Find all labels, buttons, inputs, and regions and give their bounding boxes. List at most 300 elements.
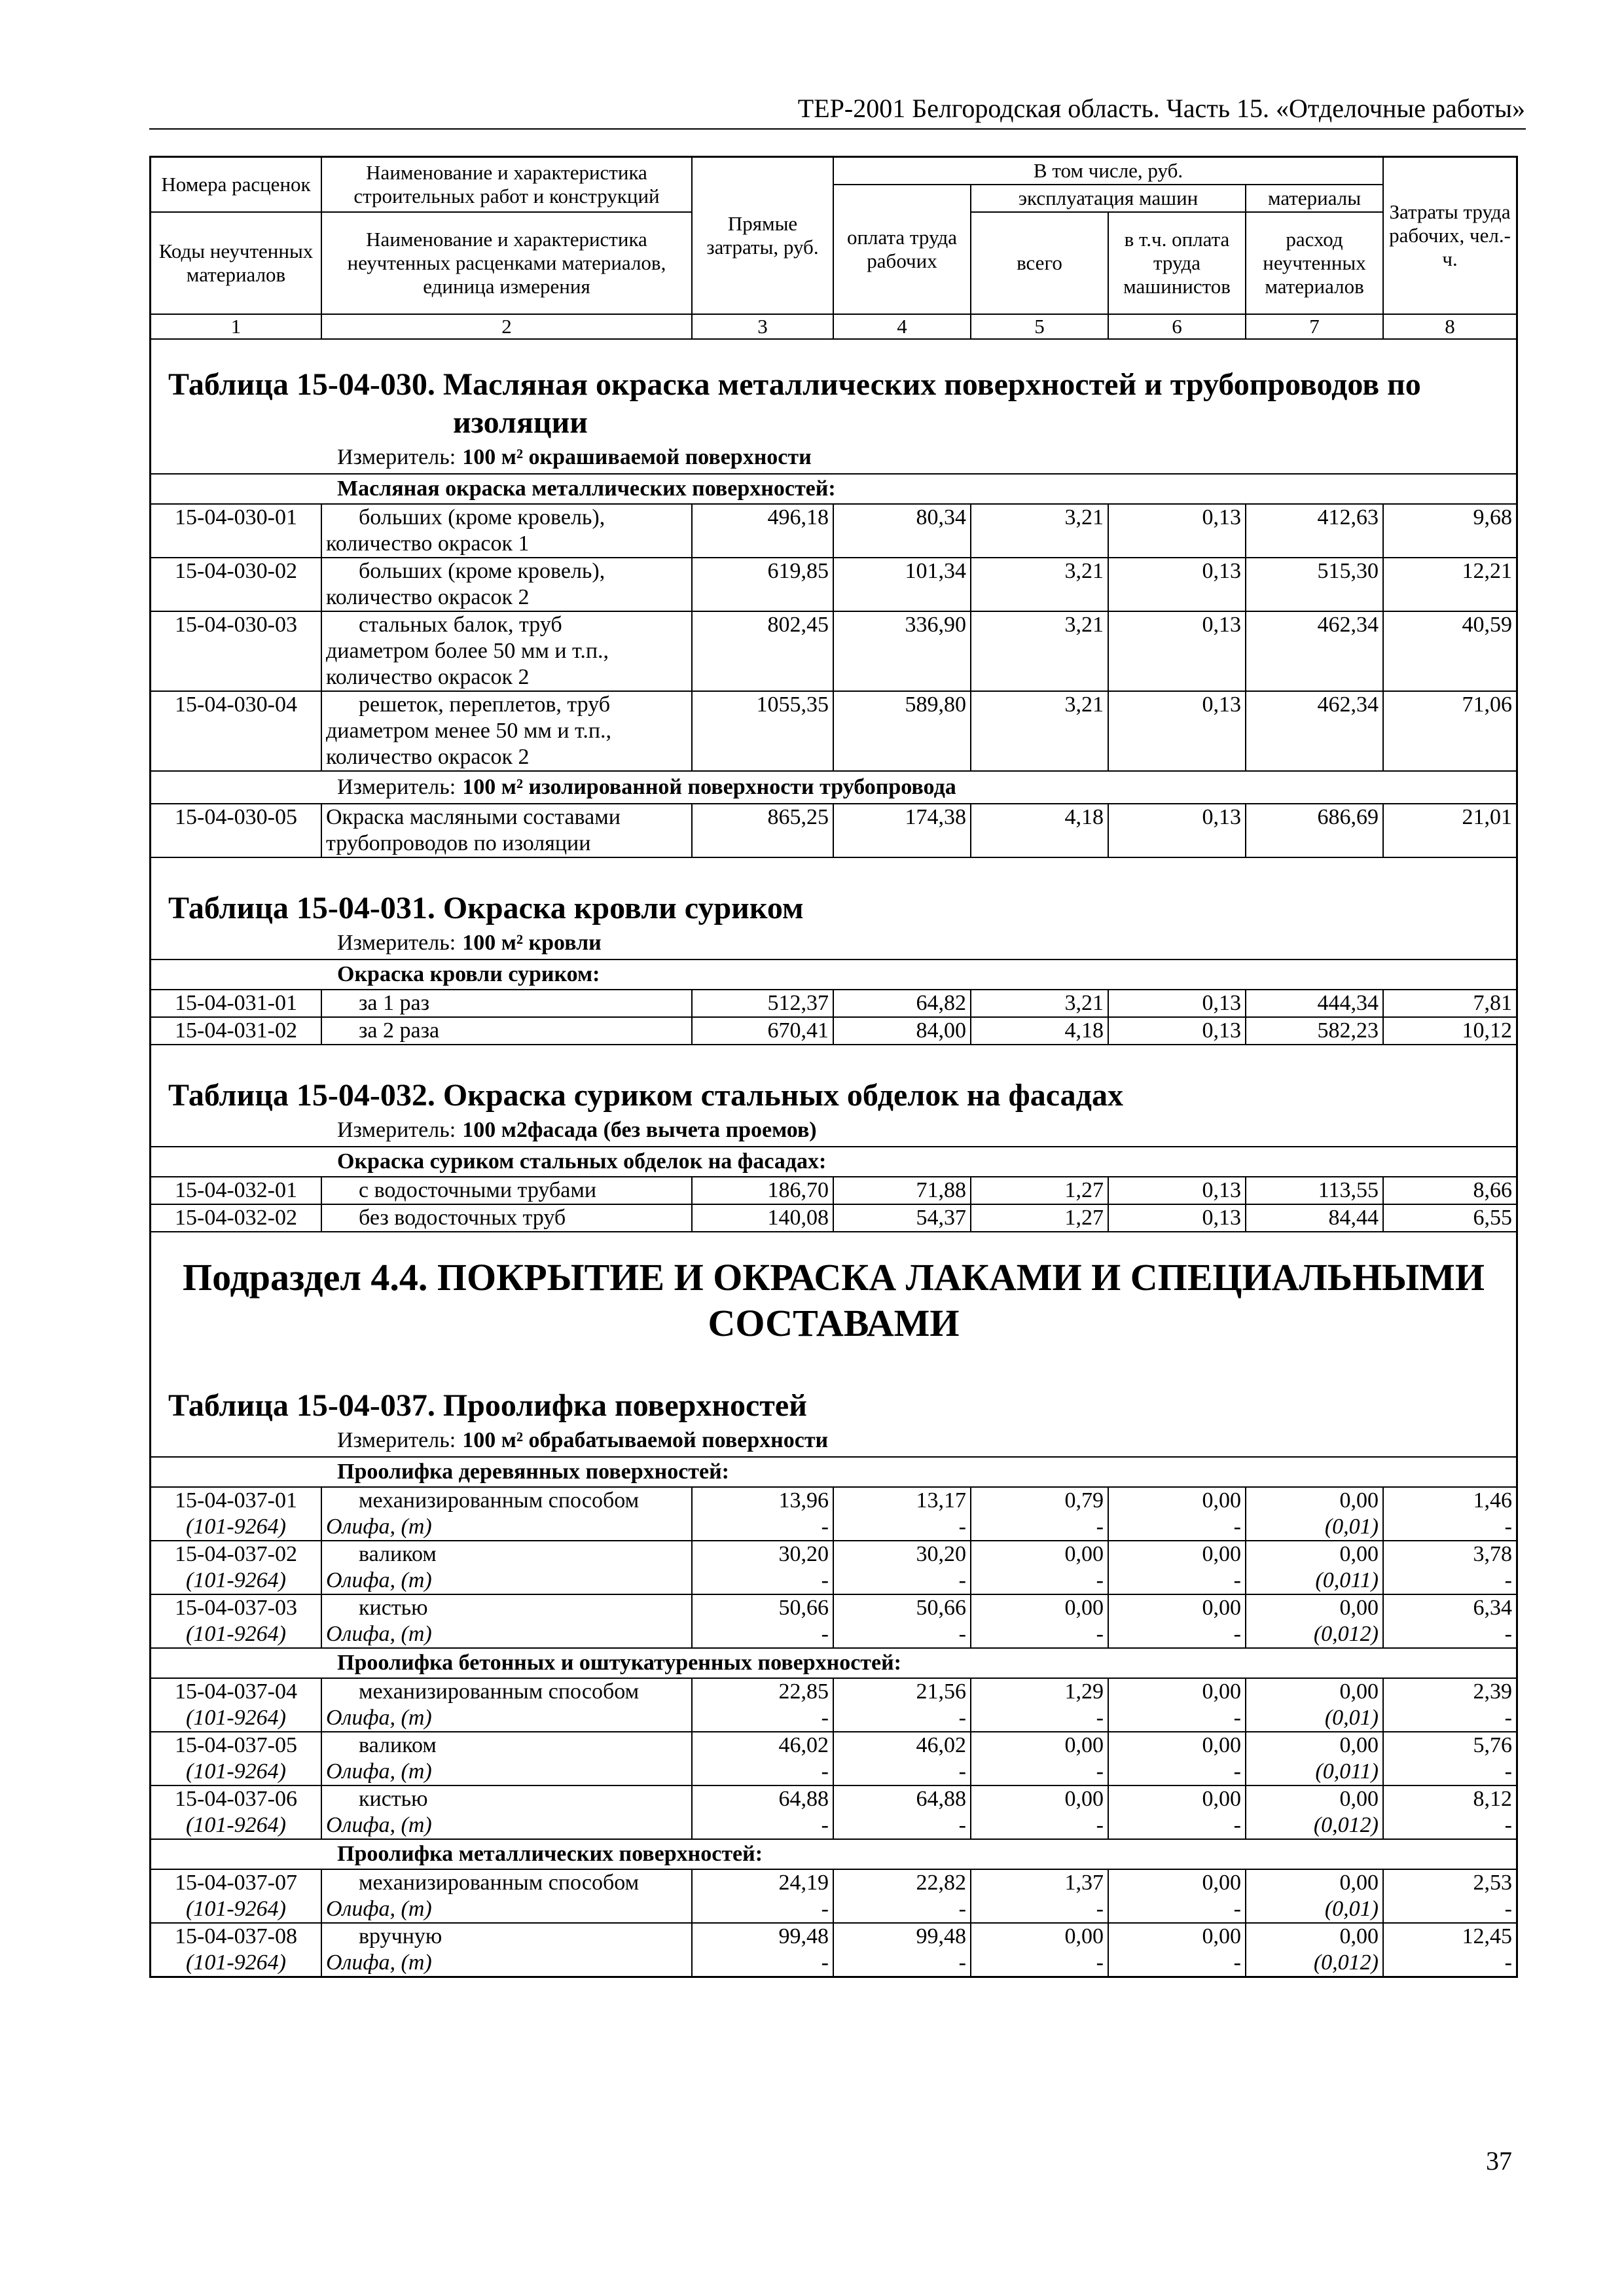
material-value: (0,012) [1313, 1621, 1379, 1646]
material-value: - [1096, 1621, 1104, 1646]
table-row [151, 1177, 1516, 1204]
subheading-030: Масляная окраска металлических поверхностей: [151, 473, 1516, 503]
col4-head: оплата труда рабочих [833, 185, 971, 314]
value: 0,00 [1202, 1870, 1241, 1895]
row-value: 3,21 [971, 611, 1108, 691]
row-value [1383, 1785, 1516, 1839]
row-name-line: кистью [359, 1786, 428, 1811]
row-code: 15-04-030-02 [175, 558, 297, 583]
value: 22,85 [778, 1679, 829, 1704]
value: 0,79 [1064, 1488, 1104, 1513]
row-value: 71,88 [833, 1177, 971, 1204]
material-value: - [1504, 1514, 1512, 1539]
row-value: 670,41 [692, 1017, 833, 1044]
table-030-row5 [151, 803, 1516, 857]
material-value: - [958, 1705, 966, 1730]
material-value: - [1233, 1812, 1241, 1837]
running-header: ТЕР-2001 Белгородская область. Часть 15. «Отделочные работы» [797, 94, 1525, 123]
row-value [833, 1678, 971, 1732]
value: 3,78 [1473, 1541, 1512, 1566]
table-032-rows [151, 1176, 1516, 1231]
table-row [151, 1541, 1516, 1594]
col-num: 3 [692, 314, 833, 339]
row-name-line: валиком [359, 1732, 437, 1757]
row-name-line: за 1 раз [359, 990, 430, 1015]
material-value: - [1096, 1514, 1104, 1539]
table-037-rows [151, 1486, 1516, 1647]
material-name: Олифа, (т) [326, 1896, 432, 1921]
row-value: 84,44 [1246, 1204, 1383, 1231]
value: 13,17 [916, 1488, 966, 1513]
row-name [321, 804, 692, 857]
row-code [151, 1541, 321, 1594]
material-value: (0,01) [1324, 1514, 1379, 1539]
value: 24,19 [778, 1870, 829, 1895]
row-code [151, 1923, 321, 1976]
row-name-line: больших (кроме кровель), [359, 558, 605, 583]
table-row [151, 504, 1516, 558]
table-031-title: Таблица 15-04-031. Окраска кровли суриком [168, 890, 804, 925]
row-value: 512,37 [692, 990, 833, 1017]
col3-head: Прямые затраты, руб. [692, 157, 833, 314]
col-num: 6 [1108, 314, 1246, 339]
col-num: 5 [971, 314, 1108, 339]
row-value [1383, 1487, 1516, 1541]
row-name [321, 1732, 692, 1785]
row-value: 71,06 [1383, 691, 1516, 770]
material-value: (0,012) [1313, 1950, 1379, 1975]
row-name-line: трубопроводов по изоляции [326, 831, 591, 855]
row-code: 15-04-030-05 [175, 804, 297, 829]
rate-code: 15-04-037-08 [175, 1924, 297, 1948]
table-row [151, 1785, 1516, 1839]
row-value: 4,18 [971, 804, 1108, 857]
row-name [321, 611, 692, 691]
row-code: 15-04-032-01 [175, 1177, 297, 1202]
row-name [321, 1678, 692, 1732]
material-code: (101-9264) [186, 1896, 286, 1921]
col2-bottom: Наименование и характеристика неучтенных расценками материалов, единица измерения [321, 212, 692, 314]
row-value: 0,13 [1108, 611, 1246, 691]
value: 99,48 [778, 1924, 829, 1948]
row-name-line: количество окрасок 1 [326, 531, 530, 556]
subheading-032: Окраска суриком стальных обделок на фасадах: [151, 1146, 1516, 1176]
rate-code: 15-04-037-02 [175, 1541, 297, 1566]
col-num: 7 [1246, 314, 1383, 339]
row-value: 4,18 [971, 1017, 1108, 1044]
row-value: 3,21 [971, 691, 1108, 770]
material-value: - [1233, 1759, 1241, 1784]
rate-code: 15-04-037-04 [175, 1679, 297, 1704]
material-value: - [1233, 1621, 1241, 1646]
material-value: - [821, 1896, 829, 1921]
material-value: - [1504, 1705, 1512, 1730]
row-value: 1,27 [971, 1204, 1108, 1231]
col-num: 2 [321, 314, 692, 339]
value: 64,88 [916, 1786, 966, 1811]
row-value: 113,55 [1246, 1177, 1383, 1204]
material-value: - [1233, 1705, 1241, 1730]
row-name-line: количество окрасок 2 [326, 664, 530, 689]
row-value: 496,18 [692, 504, 833, 558]
col7-head: расход неучтенных материалов [1246, 212, 1383, 314]
material-name: Олифа, (т) [326, 1514, 432, 1539]
row-value: 444,34 [1246, 990, 1383, 1017]
material-value: - [1096, 1705, 1104, 1730]
value: 0,00 [1064, 1541, 1104, 1566]
material-value: - [958, 1896, 966, 1921]
row-value [692, 1541, 833, 1594]
material-name: Олифа, (т) [326, 1759, 432, 1784]
value: 0,00 [1339, 1541, 1379, 1566]
material-value: (0,011) [1315, 1568, 1379, 1592]
row-name [321, 1541, 692, 1594]
table-030-rows [151, 503, 1516, 770]
material-code: (101-9264) [186, 1950, 286, 1975]
measure-030-2: Измеритель: 100 м² изолированной поверхности трубопровода [151, 770, 1516, 803]
row-name [321, 1177, 692, 1204]
value: 0,00 [1202, 1924, 1241, 1948]
row-value: 186,70 [692, 1177, 833, 1204]
row-code [151, 1869, 321, 1923]
row-name-line: диаметром менее 50 мм и т.п., [326, 718, 612, 743]
row-value [833, 1923, 971, 1976]
value: 22,82 [916, 1870, 966, 1895]
row-value: 140,08 [692, 1204, 833, 1231]
column-header [151, 156, 1516, 340]
value: 21,56 [916, 1679, 966, 1704]
row-code: 15-04-030-04 [175, 692, 297, 717]
value: 0,00 [1339, 1870, 1379, 1895]
row-value [971, 1678, 1108, 1732]
row-code [151, 1678, 321, 1732]
row-value: 12,21 [1383, 558, 1516, 611]
price-table [149, 156, 1518, 1978]
row-value: 3,21 [971, 504, 1108, 558]
row-value: 582,23 [1246, 1017, 1383, 1044]
material-value: - [958, 1950, 966, 1975]
material-name: Олифа, (т) [326, 1705, 432, 1730]
row-value [971, 1869, 1108, 1923]
row-name-line: за 2 раза [359, 1018, 440, 1043]
row-name-line: больших (кроме кровель), [359, 505, 605, 529]
col5-head: всего [971, 212, 1108, 314]
row-name-line: механизированным способом [359, 1870, 640, 1895]
row-name-line: количество окрасок 2 [326, 584, 530, 609]
material-value: - [958, 1812, 966, 1837]
material-value: - [958, 1514, 966, 1539]
row-value [1246, 1869, 1383, 1923]
value: 0,00 [1064, 1595, 1104, 1620]
row-value [1383, 1869, 1516, 1923]
table-037-title: Таблица 15-04-037. Проолифка поверхностей [168, 1388, 807, 1423]
row-name-line: механизированным способом [359, 1679, 640, 1704]
value: 0,00 [1339, 1679, 1379, 1704]
material-code: (101-9264) [186, 1568, 286, 1592]
material-code: (101-9264) [186, 1621, 286, 1646]
row-name [321, 504, 692, 558]
subheading-037: Проолифка металлических поверхностей: [151, 1839, 1516, 1869]
material-value: - [1504, 1896, 1512, 1921]
row-name [321, 1017, 692, 1044]
row-value [1246, 1594, 1383, 1647]
row-value [1108, 1785, 1246, 1839]
col-num: 1 [151, 314, 321, 339]
row-name [321, 1785, 692, 1839]
row-value [1108, 1487, 1246, 1541]
value: 99,48 [916, 1924, 966, 1948]
row-value [1108, 1869, 1246, 1923]
row-code [151, 1732, 321, 1785]
material-value: - [821, 1759, 829, 1784]
value: 6,34 [1473, 1595, 1512, 1620]
value: 0,00 [1064, 1786, 1104, 1811]
measure-037: Измеритель: 100 м² обрабатываемой поверхности [337, 1427, 829, 1452]
row-value [1108, 1923, 1246, 1976]
row-value: 3,21 [971, 990, 1108, 1017]
row-name [321, 558, 692, 611]
value: 5,76 [1473, 1732, 1512, 1757]
table-037-groups [151, 1456, 1516, 1976]
value: 13,96 [778, 1488, 829, 1513]
col1-top: Номера расценок [151, 157, 321, 212]
rate-code: 15-04-037-07 [175, 1870, 297, 1895]
row-value: 619,85 [692, 558, 833, 611]
value: 30,20 [916, 1541, 966, 1566]
row-value: 7,81 [1383, 990, 1516, 1017]
row-name [321, 691, 692, 770]
row-value: 64,82 [833, 990, 971, 1017]
material-name: Олифа, (т) [326, 1950, 432, 1975]
value: 0,00 [1339, 1924, 1379, 1948]
value: 1,29 [1064, 1679, 1104, 1704]
row-code: 15-04-031-02 [175, 1018, 297, 1043]
material-value: - [1096, 1896, 1104, 1921]
row-value [971, 1487, 1108, 1541]
row-value: 84,00 [833, 1017, 971, 1044]
table-037-rows [151, 1677, 1516, 1839]
row-value: 40,59 [1383, 611, 1516, 691]
table-row [151, 804, 1516, 857]
row-code: 15-04-030-03 [175, 612, 297, 637]
machines-head: эксплуатация машин [971, 185, 1246, 212]
material-value: - [1233, 1896, 1241, 1921]
row-value [1383, 1594, 1516, 1647]
col2-top: Наименование и характеристика строительных работ и конструкций [321, 157, 692, 212]
row-value [1246, 1732, 1383, 1785]
material-name: Олифа, (т) [326, 1621, 432, 1646]
value: 0,00 [1202, 1488, 1241, 1513]
row-name-line: стальных балок, труб [359, 612, 562, 637]
material-name: Олифа, (т) [326, 1812, 432, 1837]
row-name-line: решеток, переплетов, труб [359, 692, 611, 717]
value: 46,02 [916, 1732, 966, 1757]
table-row [151, 1678, 1516, 1732]
row-value: 80,34 [833, 504, 971, 558]
table-row [151, 691, 1516, 770]
value: 0,00 [1339, 1488, 1379, 1513]
table-037-rows [151, 1869, 1516, 1976]
row-value: 8,66 [1383, 1177, 1516, 1204]
row-value: 462,34 [1246, 611, 1383, 691]
row-value [1383, 1732, 1516, 1785]
value: 2,39 [1473, 1679, 1512, 1704]
value: 0,00 [1064, 1732, 1104, 1757]
row-value [833, 1594, 971, 1647]
row-value [1108, 1541, 1246, 1594]
row-name [321, 1594, 692, 1647]
row-value [692, 1923, 833, 1976]
row-value: 0,13 [1108, 1204, 1246, 1231]
row-value: 21,01 [1383, 804, 1516, 857]
material-name: Олифа, (т) [326, 1568, 432, 1592]
row-value [1383, 1678, 1516, 1732]
table-row [151, 1732, 1516, 1785]
row-name-line: валиком [359, 1541, 437, 1566]
rate-code: 15-04-037-01 [175, 1488, 297, 1513]
row-value [1383, 1923, 1516, 1976]
material-value: - [821, 1812, 829, 1837]
table-row [151, 1594, 1516, 1647]
value: 0,00 [1339, 1732, 1379, 1757]
material-value: - [1096, 1950, 1104, 1975]
row-value [692, 1678, 833, 1732]
row-code: 15-04-030-01 [175, 505, 297, 529]
table-row [151, 990, 1516, 1017]
value: 50,66 [916, 1595, 966, 1620]
row-value [1108, 1732, 1246, 1785]
value: 1,37 [1064, 1870, 1104, 1895]
col8-head: Затраты труда рабочих, чел.-ч. [1383, 157, 1516, 314]
row-value: 54,37 [833, 1204, 971, 1231]
measure-030: Измеритель: 100 м² окрашиваемой поверхности [337, 444, 812, 469]
col-num: 4 [833, 314, 971, 339]
value: 0,00 [1202, 1732, 1241, 1757]
material-value: (0,011) [1315, 1759, 1379, 1784]
row-value [692, 1487, 833, 1541]
material-value: - [1233, 1514, 1241, 1539]
row-code: 15-04-032-02 [175, 1205, 297, 1230]
material-value: - [1504, 1568, 1512, 1592]
row-value: 865,25 [692, 804, 833, 857]
rate-code: 15-04-037-03 [175, 1595, 297, 1620]
table-row [151, 611, 1516, 691]
table-row [151, 1487, 1516, 1541]
row-code [151, 1487, 321, 1541]
value: 2,53 [1473, 1870, 1512, 1895]
table-row [151, 1923, 1516, 1976]
row-value [1108, 1678, 1246, 1732]
value: 0,00 [1339, 1786, 1379, 1811]
row-value: 6,55 [1383, 1204, 1516, 1231]
row-value [1246, 1678, 1383, 1732]
value: 0,00 [1202, 1679, 1241, 1704]
row-value: 10,12 [1383, 1017, 1516, 1044]
row-name [321, 1487, 692, 1541]
row-value: 1,27 [971, 1177, 1108, 1204]
section-title: Подраздел 4.4. ПОКРЫТИЕ И ОКРАСКА ЛАКАМИ И СПЕЦИАЛЬНЫМИ СОСТАВАМИ [183, 1255, 1485, 1344]
row-code [151, 1594, 321, 1647]
row-name-line: с водосточными трубами [359, 1177, 597, 1202]
row-value: 0,13 [1108, 1177, 1246, 1204]
material-value: (0,012) [1313, 1812, 1379, 1837]
material-code: (101-9264) [186, 1514, 286, 1539]
material-value: - [958, 1568, 966, 1592]
row-value: 0,13 [1108, 1017, 1246, 1044]
row-value [971, 1594, 1108, 1647]
row-value: 686,69 [1246, 804, 1383, 857]
material-value: - [1096, 1812, 1104, 1837]
row-value: 515,30 [1246, 558, 1383, 611]
header-rule [149, 128, 1526, 130]
measure-031: Измеритель: 100 м² кровли [337, 930, 602, 955]
row-name-line: Окраска масляными составами [326, 804, 621, 829]
row-value: 412,63 [1246, 504, 1383, 558]
material-value: - [821, 1568, 829, 1592]
row-code [151, 1785, 321, 1839]
value: 30,20 [778, 1541, 829, 1566]
rate-code: 15-04-037-06 [175, 1786, 297, 1811]
row-value [833, 1785, 971, 1839]
row-name-line: кистью [359, 1595, 428, 1620]
material-code: (101-9264) [186, 1812, 286, 1837]
row-value: 589,80 [833, 691, 971, 770]
measure-032: Измеритель: 100 м2фасада (без вычета проемов) [337, 1117, 817, 1142]
table-row [151, 1869, 1516, 1923]
material-value: (0,01) [1324, 1705, 1379, 1730]
row-value [971, 1785, 1108, 1839]
row-name [321, 1923, 692, 1976]
row-value [1246, 1487, 1383, 1541]
row-value [692, 1869, 833, 1923]
row-name [321, 990, 692, 1017]
material-value: - [1233, 1568, 1241, 1592]
row-value [1383, 1541, 1516, 1594]
row-value [692, 1594, 833, 1647]
value: 64,88 [778, 1786, 829, 1811]
page-number: 37 [1486, 2146, 1512, 2176]
table-031-rows [151, 989, 1516, 1044]
material-value: - [1233, 1950, 1241, 1975]
material-value: - [1504, 1759, 1512, 1784]
material-value: - [1504, 1812, 1512, 1837]
row-value [971, 1732, 1108, 1785]
row-value: 0,13 [1108, 691, 1246, 770]
row-name-line: без водосточных труб [359, 1205, 566, 1230]
row-value: 174,38 [833, 804, 971, 857]
material-code: (101-9264) [186, 1759, 286, 1784]
material-value: - [821, 1514, 829, 1539]
row-value [692, 1785, 833, 1839]
subheading-031: Окраска кровли суриком: [151, 959, 1516, 989]
row-value [833, 1487, 971, 1541]
material-value: - [958, 1759, 966, 1784]
row-value [1108, 1594, 1246, 1647]
material-value: - [1096, 1759, 1104, 1784]
row-value [692, 1732, 833, 1785]
row-name [321, 1869, 692, 1923]
row-value: 0,13 [1108, 990, 1246, 1017]
row-value [1246, 1923, 1383, 1976]
subheading-037: Проолифка деревянных поверхностей: [151, 1456, 1516, 1486]
table-row [151, 1204, 1516, 1231]
material-value: - [1504, 1950, 1512, 1975]
value: 8,12 [1473, 1786, 1512, 1811]
row-value [1246, 1785, 1383, 1839]
material-value: - [1504, 1621, 1512, 1646]
row-name-line: количество окрасок 2 [326, 744, 530, 769]
row-value: 3,21 [971, 558, 1108, 611]
